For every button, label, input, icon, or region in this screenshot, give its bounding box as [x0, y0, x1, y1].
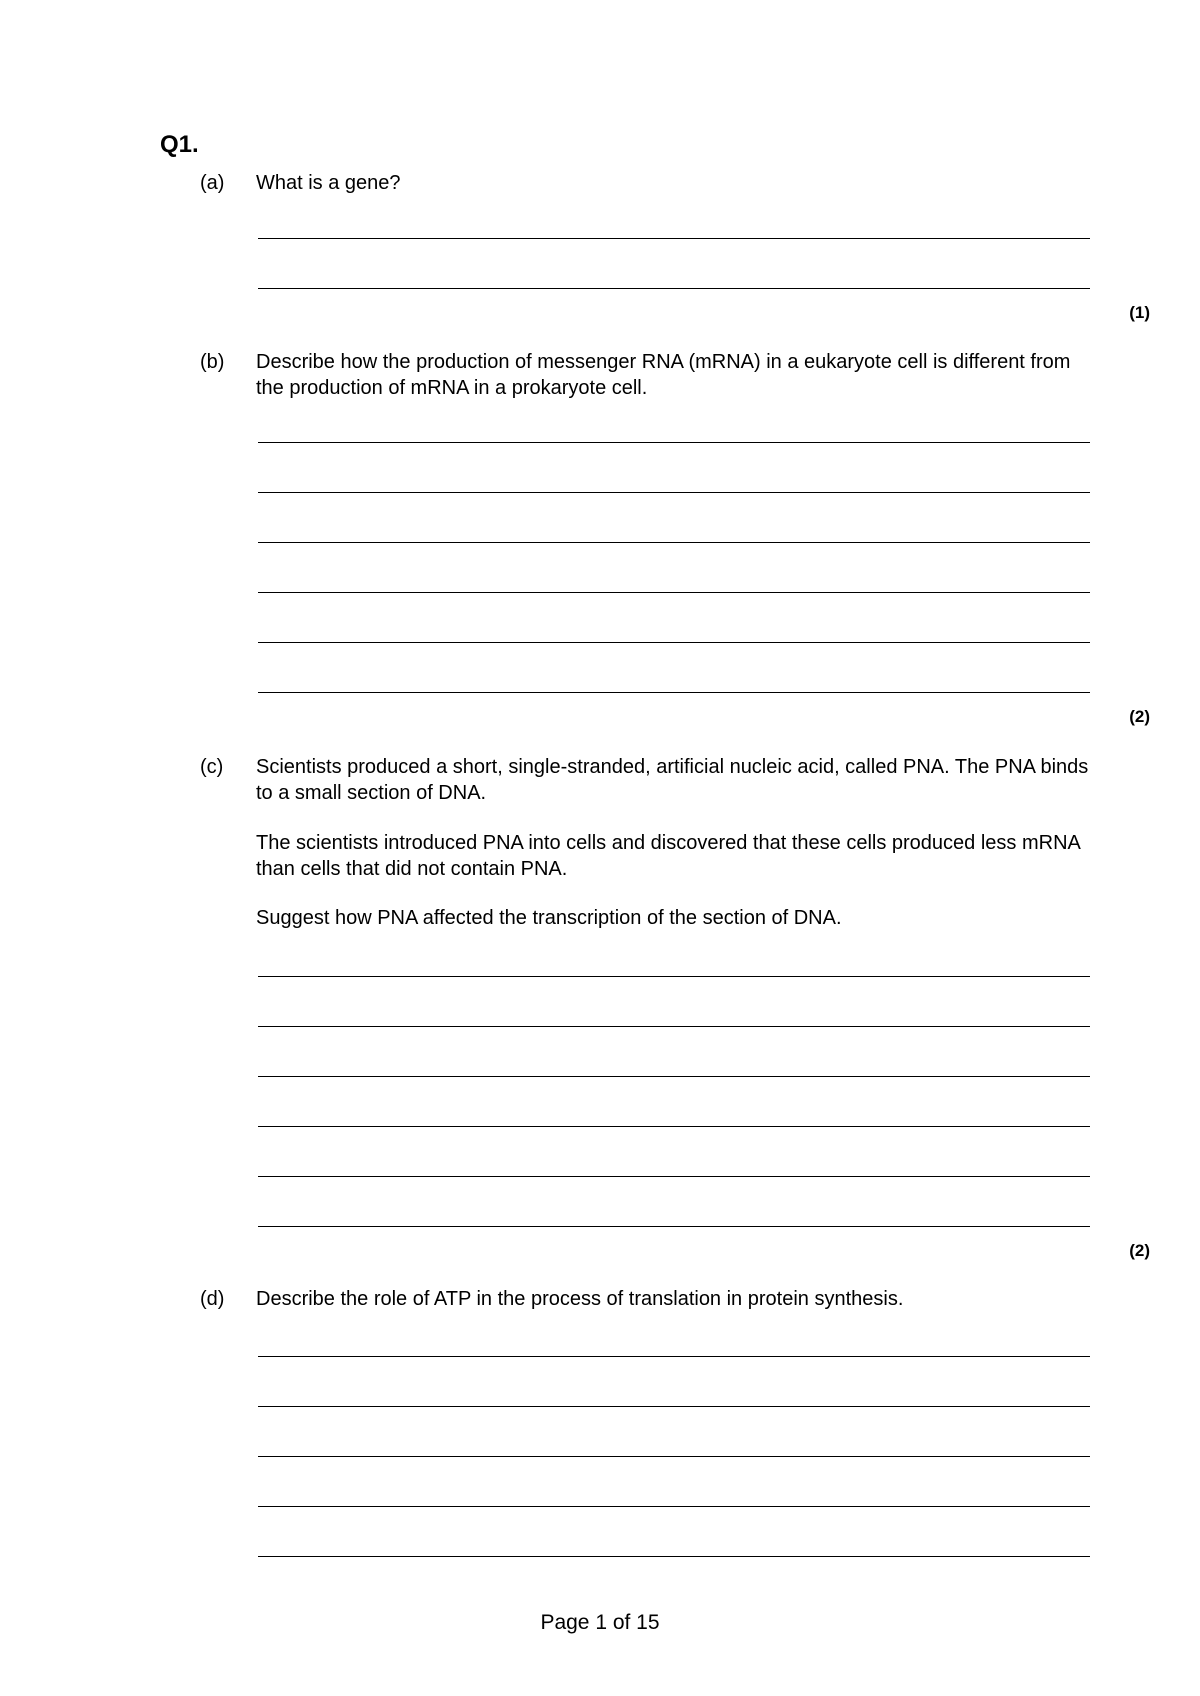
question-text: The scientists introduced PNA into cells and discovered that these cells produced less mRNA than cells that did not contain PNA. — [256, 832, 1080, 880]
answer-line[interactable] — [258, 1176, 1090, 1177]
part-label: (c) — [200, 756, 224, 778]
answer-line[interactable] — [258, 1126, 1090, 1127]
answer-line[interactable] — [258, 1506, 1090, 1507]
question-text: Describe the role of ATP in the process of translation in protein synthesis. — [256, 1288, 904, 1310]
answer-line[interactable] — [258, 1356, 1090, 1357]
answer-line[interactable] — [258, 1456, 1090, 1457]
question-text: Scientists produced a short, single-stranded, artificial nucleic acid, called PNA. The PNA binds to a small section of DNA. — [256, 756, 1089, 804]
answer-line[interactable] — [258, 642, 1090, 643]
answer-line[interactable] — [258, 288, 1090, 289]
answer-line[interactable] — [258, 592, 1090, 593]
part-label: (b) — [200, 351, 225, 373]
answer-line[interactable] — [258, 492, 1090, 493]
answer-line[interactable] — [258, 1026, 1090, 1027]
answer-line[interactable] — [258, 692, 1090, 693]
answer-line[interactable] — [258, 238, 1090, 239]
answer-line[interactable] — [258, 542, 1090, 543]
part-label: (d) — [200, 1288, 225, 1310]
part-label: (a) — [200, 172, 225, 194]
question-text: What is a gene? — [256, 172, 401, 194]
answer-line[interactable] — [258, 1076, 1090, 1077]
answer-line[interactable] — [258, 1226, 1090, 1227]
marks-allocation: (2) — [1129, 1241, 1150, 1260]
page-number-footer: Page 1 of 15 — [540, 1611, 660, 1634]
question-prompt: Suggest how PNA affected the transcription of the section of DNA. — [256, 907, 842, 929]
marks-allocation: (1) — [1129, 303, 1150, 322]
marks-allocation: (2) — [1129, 707, 1150, 726]
answer-line[interactable] — [258, 442, 1090, 443]
question-text: Describe how the production of messenger RNA (mRNA) in a eukaryote cell is different from the production of mRNA in a prokaryote cell. — [256, 351, 1071, 399]
answer-line[interactable] — [258, 1556, 1090, 1557]
answer-line[interactable] — [258, 976, 1090, 977]
answer-line[interactable] — [258, 1406, 1090, 1407]
question-number: Q1. — [160, 131, 199, 158]
